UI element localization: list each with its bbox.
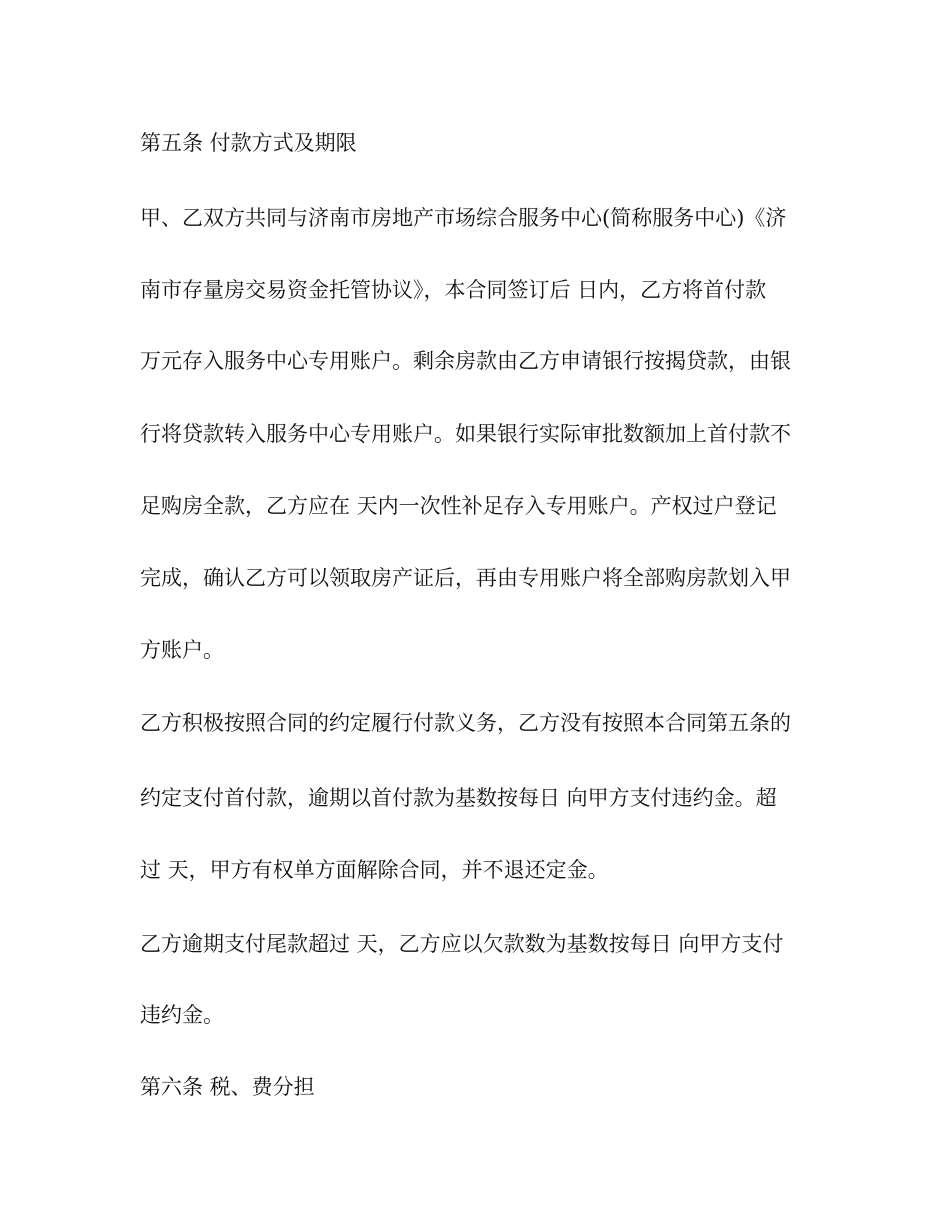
paragraph-line: 行将贷款转入服务中心专用账户。如果银行实际审批数额加上首付款不 [140, 422, 791, 446]
paragraph-line: 方账户。 [140, 638, 224, 662]
paragraph-line: 足购房全款，乙方应在 天内一次性补足存入专用账户。产权过户登记 [140, 494, 777, 518]
paragraph-line: 乙方积极按照合同的约定履行付款义务，乙方没有按照本合同第五条的 [140, 711, 791, 735]
heading-article-6: 第六条 税、费分担 [140, 1075, 315, 1099]
paragraph-line: 甲、乙双方共同与济南市房地产市场综合服务中心(简称服务中心)《济 [140, 206, 787, 230]
paragraph-line: 违约金。 [140, 1003, 224, 1027]
paragraph-line: 过 天，甲方有权单方面解除合同，并不退还定金。 [140, 858, 609, 882]
paragraph-line: 南市存量房交易资金托管协议》，本合同签订后 日内，乙方将首付款 [140, 278, 767, 302]
paragraph-line: 万元存入服务中心专用账户。剩余房款由乙方申请银行按揭贷款，由银 [140, 349, 791, 373]
paragraph-line: 乙方逾期支付尾款超过 天，乙方应以欠款数为基数按每日 向甲方支付 [140, 932, 784, 956]
paragraph-line: 完成，确认乙方可以领取房产证后，再由专用账户将全部购房款划入甲 [140, 566, 791, 590]
paragraph-line: 约定支付首付款，逾期以首付款为基数按每日 向甲方支付违约金。超 [140, 786, 777, 810]
heading-article-5: 第五条 付款方式及期限 [140, 131, 357, 155]
